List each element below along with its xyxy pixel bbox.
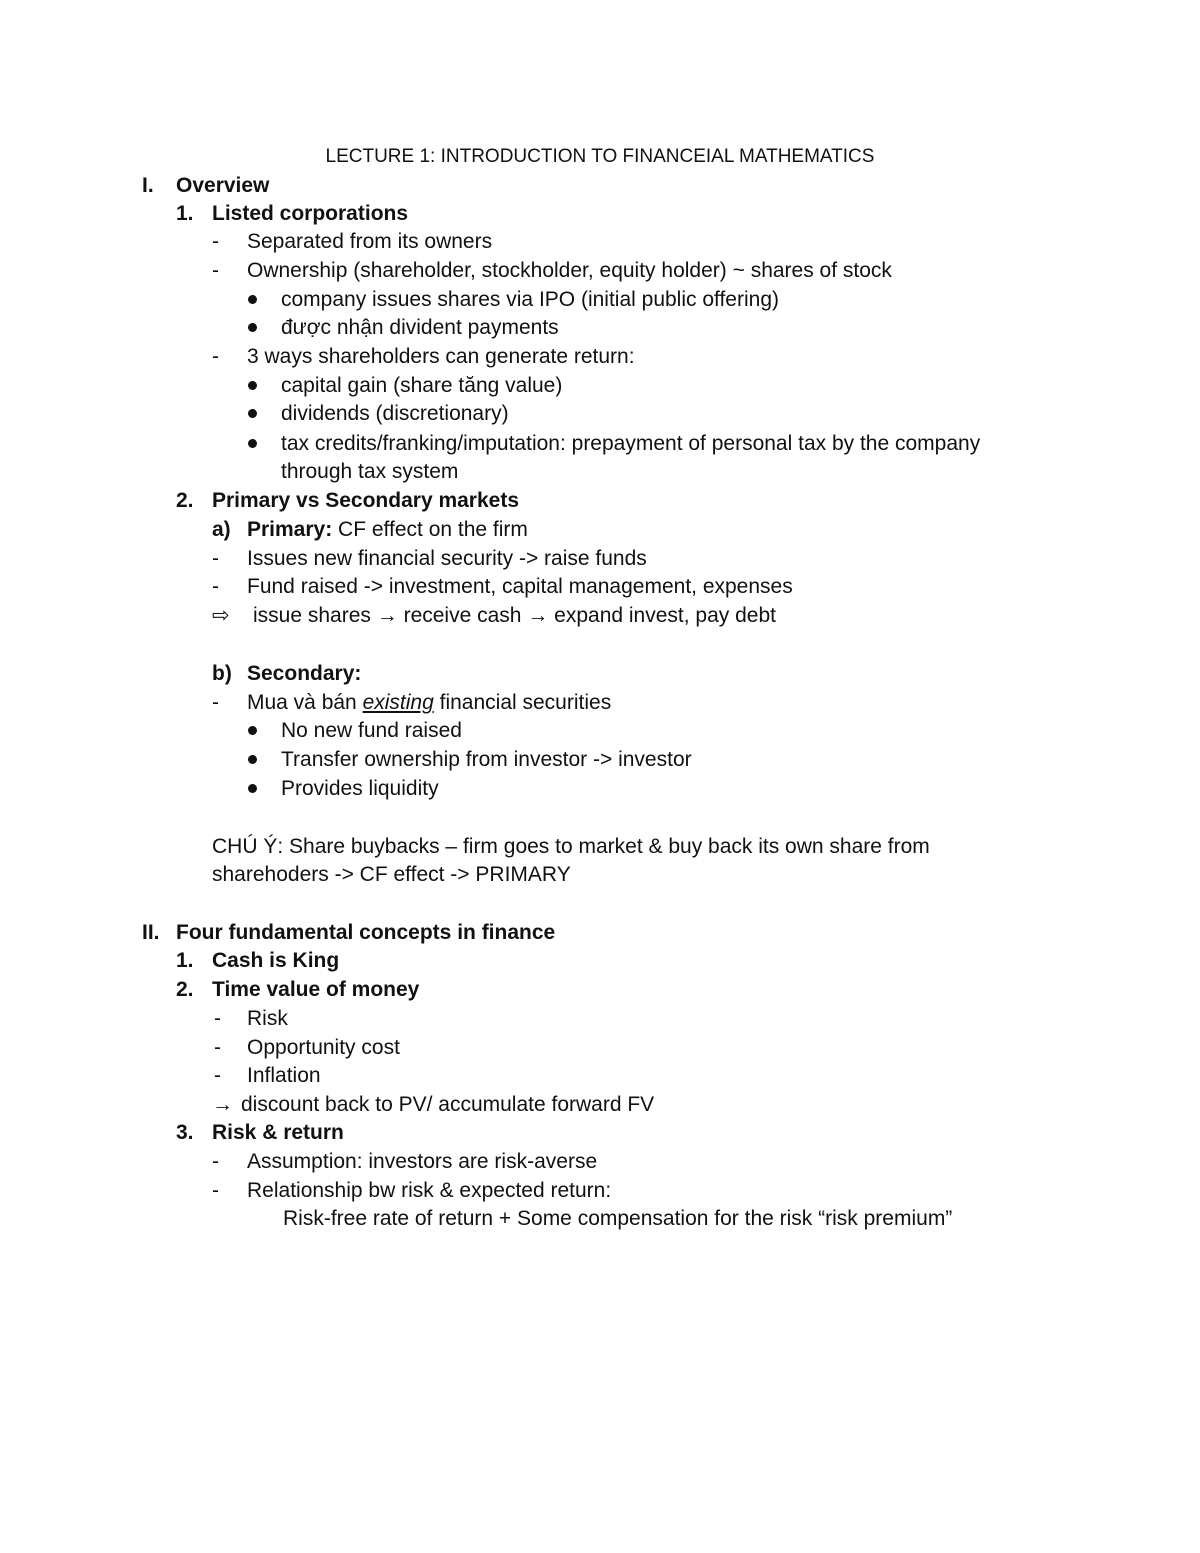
list-item-text: Opportunity cost (247, 1036, 400, 1059)
list-item-text: Issues new financial security -> raise funds (247, 547, 647, 570)
list-item-text: Fund raised -> investment, capital management, expenses (247, 575, 793, 598)
subsection-title: Primary vs Secondary markets (212, 489, 520, 512)
dash-marker: - (214, 1064, 221, 1087)
bullet-icon (248, 295, 257, 304)
list-item-text: Separated from its owners (247, 230, 493, 253)
bullet-icon (248, 784, 257, 793)
implies-arrow-icon: ⇨ (212, 604, 230, 627)
bullet-icon (248, 726, 257, 735)
bullet-text: tax credits/franking/imputation: prepayment of personal tax by the company (281, 432, 981, 455)
dash-marker: - (212, 259, 219, 282)
bullet-icon (248, 381, 257, 390)
subsection-number: 2. (176, 489, 194, 512)
subsection-number: 2. (176, 978, 194, 1001)
dash-marker: - (214, 1007, 221, 1030)
section-number: II. (142, 921, 160, 944)
emphasized-word: existing (362, 691, 434, 714)
subsection-title: Cash is King (212, 949, 340, 972)
conclusion-text: discount back to PV/ accumulate forward FV (241, 1093, 655, 1116)
document-title-line (0, 143, 1200, 169)
primary-heading-text (247, 517, 528, 543)
bullet-text: Provides liquidity (281, 777, 439, 800)
subsection-number: 3. (176, 1121, 194, 1144)
bullet-text: dividends (discretionary) (281, 402, 509, 425)
bullet-text: capital gain (share tăng value) (281, 374, 563, 397)
bullet-text: Transfer ownership from investor -> investor (281, 748, 692, 771)
dash-marker: - (214, 1036, 221, 1059)
list-item-text: Risk (247, 1007, 288, 1030)
arrow-right-icon: → (376, 604, 398, 627)
bullet-icon (248, 409, 257, 418)
dash-marker: - (212, 1179, 219, 1202)
dash-marker: - (212, 547, 219, 570)
bullet-icon (248, 439, 257, 448)
primary-description: CF effect on the firm (332, 518, 528, 541)
arrow-right-icon: → (527, 604, 549, 627)
section-number: I. (142, 174, 154, 197)
dash-marker: - (212, 230, 219, 253)
subsection-number: 1. (176, 202, 194, 225)
dash-marker: - (212, 691, 219, 714)
flow-text (253, 603, 776, 629)
subsection-title: Risk & return (212, 1121, 344, 1144)
list-item-text: Relationship bw risk & expected return: (247, 1179, 612, 1202)
bullet-text: No new fund raised (281, 719, 462, 742)
primary-label: Primary: (247, 518, 333, 541)
document-title: LECTURE 1: INTRODUCTION TO FINANCEIAL MATHEMATICS (325, 146, 875, 167)
list-item-text: 3 ways shareholders can generate return: (247, 345, 635, 368)
subsection-title: Time value of money (212, 978, 420, 1001)
flow-step: receive cash (403, 604, 522, 627)
item-label: b) (212, 662, 232, 685)
text-segment: Mua và bán (247, 691, 363, 714)
subsection-number: 1. (176, 949, 194, 972)
bullet-icon (248, 755, 257, 764)
section-title: Four fundamental concepts in finance (176, 921, 556, 944)
list-item-text (247, 690, 611, 716)
formula-text: Risk-free rate of return + Some compensation for the risk “risk premium” (283, 1207, 953, 1230)
bullet-text: through tax system (281, 460, 459, 483)
flow-step: issue shares (253, 604, 371, 627)
flow-step: expand invest, pay debt (554, 604, 776, 627)
secondary-label: Secondary: (247, 662, 362, 685)
bullet-text: được nhận divident payments (281, 316, 559, 339)
bullet-text: company issues shares via IPO (initial public offering) (281, 288, 780, 311)
item-label: a) (212, 518, 231, 541)
dash-marker: - (212, 1150, 219, 1173)
dash-marker: - (212, 575, 219, 598)
list-item-text: Ownership (shareholder, stockholder, equity holder) ~ shares of stock (247, 259, 892, 282)
note-text: sharehoders -> CF effect -> PRIMARY (212, 863, 571, 886)
text-segment: financial securities (433, 691, 612, 714)
section-title: Overview (176, 174, 270, 197)
subsection-title: Listed corporations (212, 202, 409, 225)
arrow-right-icon: → (212, 1093, 233, 1116)
list-item-text: Assumption: investors are risk-averse (247, 1150, 598, 1173)
note-text: CHÚ Ý: Share buybacks – firm goes to market & buy back its own share from (212, 835, 930, 858)
bullet-icon (248, 323, 257, 332)
list-item-text: Inflation (247, 1064, 321, 1087)
dash-marker: - (212, 345, 219, 368)
